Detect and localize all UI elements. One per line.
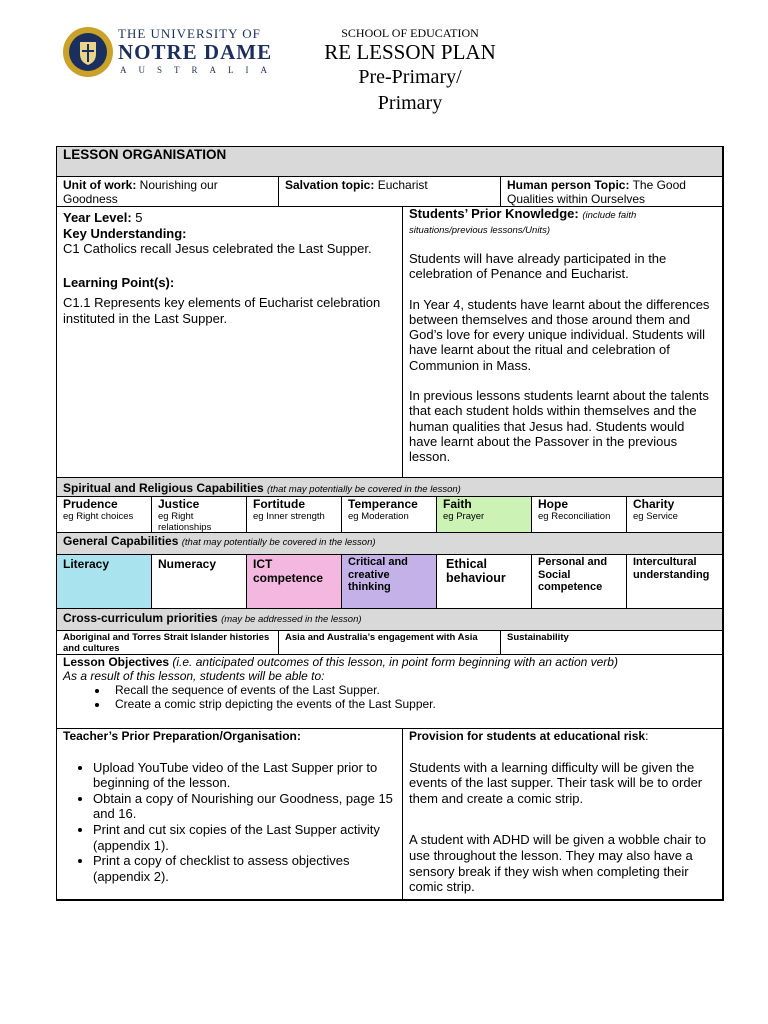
cross-curriculum-note: (may be addressed in the lesson) — [221, 614, 362, 625]
ethical-behaviour-label: Ethical behaviour — [446, 557, 506, 585]
university-name-line3: AUSTRALIA — [120, 65, 279, 75]
human-person-topic-cell — [501, 177, 723, 207]
salvation-value: Eucharist — [377, 178, 428, 192]
preparation-item: • Obtain a copy of Nourishing our Goodness, page 15 and 16. — [93, 791, 396, 822]
spiritual-faith-cell — [437, 497, 532, 533]
prior-knowledge-para1: Students will have already participated in the celebration of Penance and Eucharist. — [409, 251, 667, 282]
cross-asia-cell — [279, 631, 501, 655]
preparation-item: • Print and cut six copies of the Last Supper activity (appendix 1). — [93, 822, 396, 853]
prudence-label: Prudence — [63, 497, 118, 511]
human-label: Human person Topic: — [507, 178, 630, 192]
provision-label: Provision for students at educational risk — [409, 729, 646, 743]
key-understanding-text: C1 Catholics recall Jesus celebrated the Last Supper. — [63, 241, 372, 256]
general-ethical-cell — [437, 555, 532, 609]
preparation-item: • Upload YouTube video of the Last Supper prior to beginning of the lesson. — [93, 760, 396, 791]
general-heading-cell — [57, 533, 723, 555]
prior-knowledge-cell — [403, 207, 723, 478]
key-understanding-label: Key Understanding: — [63, 225, 187, 241]
literacy-label: Literacy — [63, 557, 110, 571]
preparation-item: • Print a copy of checklist to assess objectives (appendix 2). — [93, 853, 396, 884]
organisation-heading: LESSON ORGANISATION — [63, 147, 227, 162]
faith-label: Faith — [443, 497, 472, 511]
prior-knowledge-label: Students’ Prior Knowledge: — [409, 207, 579, 221]
charity-example: eg Service — [633, 511, 678, 522]
justice-label: Justice — [158, 497, 200, 511]
sustainability-label: Sustainability — [507, 632, 569, 643]
spiritual-fortitude-cell — [247, 497, 342, 533]
objectives-intro: As a result of this lesson, students will be able to: — [63, 669, 325, 683]
cross-curriculum-heading: Cross-curriculum priorities — [63, 611, 218, 625]
organisation-heading-cell — [57, 147, 723, 177]
temperance-label: Temperance — [348, 497, 418, 511]
objective-item: • Create a comic strip depicting the events of the Last Supper. — [109, 697, 716, 711]
university-name-line1: THE UNIVERSITY OF — [118, 26, 261, 41]
provision-para2: A student with ADHD will be given a wobble chair to use throughout the lesson. They may also have a sensory break if they wish when completing their comic strip. — [409, 832, 706, 895]
unit-of-work-cell — [57, 177, 279, 207]
intercultural-label: Intercultural understanding — [633, 556, 710, 581]
prudence-example: eg Right choices — [63, 511, 134, 522]
provision-colon: : — [645, 729, 649, 743]
salvation-topic-cell — [279, 177, 501, 207]
justice-example: eg Right relationships — [158, 511, 212, 533]
spiritual-hope-cell — [532, 497, 627, 533]
document-subtitle-2: Primary — [377, 92, 443, 114]
crest-icon — [62, 26, 114, 78]
objective-item: • Recall the sequence of events of the Last Supper. — [109, 683, 716, 697]
spiritual-heading-cell — [57, 478, 723, 497]
spiritual-justice-cell — [152, 497, 247, 533]
ict-label: ICT competence — [253, 557, 324, 585]
charity-label: Charity — [633, 497, 675, 511]
hope-example: eg Reconciliation — [538, 511, 611, 522]
temperance-example: eg Moderation — [348, 511, 409, 522]
cross-aboriginal-cell — [57, 631, 279, 655]
aboriginal-label: Aboriginal and Torres Strait Islander histories and cultures — [63, 632, 270, 654]
general-critical-cell — [342, 555, 437, 609]
hope-label: Hope — [538, 497, 568, 511]
document-subtitle-1: Pre-Primary/ — [358, 66, 462, 88]
provision-para1: Students with a learning difficulty will be given the events of the last supper. Their task will be to order them and create a comic strip. — [409, 759, 703, 806]
cross-sustainability-cell — [501, 631, 723, 655]
objectives-label: Lesson Objectives — [63, 655, 170, 669]
general-note: (that may potentially be covered in the lesson) — [181, 537, 376, 548]
personal-social-label: Personal and Social competence — [538, 556, 608, 593]
general-ict-cell — [247, 555, 342, 609]
lesson-objectives-cell — [57, 655, 723, 729]
spiritual-charity-cell — [627, 497, 723, 533]
learning-points-label: Learning Point(s): — [63, 274, 175, 290]
provision-at-risk-cell — [403, 729, 723, 900]
unit-label: Unit of work: — [63, 178, 137, 192]
critical-thinking-label: Critical and creative thinking — [348, 556, 408, 593]
unit-value: Nourishing our Goodness — [63, 178, 218, 206]
prior-knowledge-para3: In previous lessons students learnt about the talents that each student holds within themselves and the human qualities that Jesus had. Students would have learnt about the Passover in the previous lesson. — [409, 388, 709, 465]
year-level-label: Year Level: — [63, 210, 132, 225]
numeracy-label: Numeracy — [158, 557, 217, 571]
fortitude-label: Fortitude — [253, 497, 305, 511]
prior-knowledge-note: (include faith situations/previous lessons/Units) — [409, 210, 637, 236]
general-literacy-cell — [57, 555, 152, 609]
year-level-value: 5 — [135, 210, 143, 225]
preparation-label: Teacher’s Prior Preparation/Organisation: — [63, 729, 301, 743]
cross-curriculum-heading-cell — [57, 609, 723, 631]
general-numeracy-cell — [152, 555, 247, 609]
fortitude-example: eg Inner strength — [253, 511, 325, 522]
general-personal-social-cell — [532, 555, 627, 609]
spiritual-heading: Spiritual and Religious Capabilities — [63, 481, 264, 495]
university-logo — [62, 24, 279, 80]
university-name-line2: NOTRE DAME — [118, 40, 273, 64]
spiritual-note: (that may potentially be covered in the lesson) — [267, 484, 461, 495]
general-heading: General Capabilities — [63, 534, 179, 548]
general-intercultural-cell — [627, 555, 723, 609]
teacher-preparation-cell — [57, 729, 403, 900]
objectives-note: (i.e. anticipated outcomes of this lesson, in point form beginning with an action verb) — [172, 655, 618, 669]
school-name: SCHOOL OF EDUCATION — [341, 26, 479, 40]
year-key-understanding-cell — [57, 207, 403, 478]
asia-label: Asia and Australia’s engagement with Asia — [285, 632, 478, 643]
prior-knowledge-para2: In Year 4, students have learnt about the differences between themselves and those around them and God’s love for every unique individual. Students will have learnt about the ritual and celebration of Communion in Mass. — [409, 296, 710, 373]
human-value: The Good Qualities within Ourselves — [507, 178, 686, 206]
salvation-label: Salvation topic: — [285, 178, 375, 192]
learning-points-text: C1.1 Represents key elements of Eucharist celebration instituted in the Last Supper. — [63, 295, 381, 326]
document-title: RE LESSON PLAN — [324, 40, 496, 64]
faith-example: eg Prayer — [443, 511, 485, 522]
spiritual-prudence-cell — [57, 497, 152, 533]
spiritual-temperance-cell — [342, 497, 437, 533]
